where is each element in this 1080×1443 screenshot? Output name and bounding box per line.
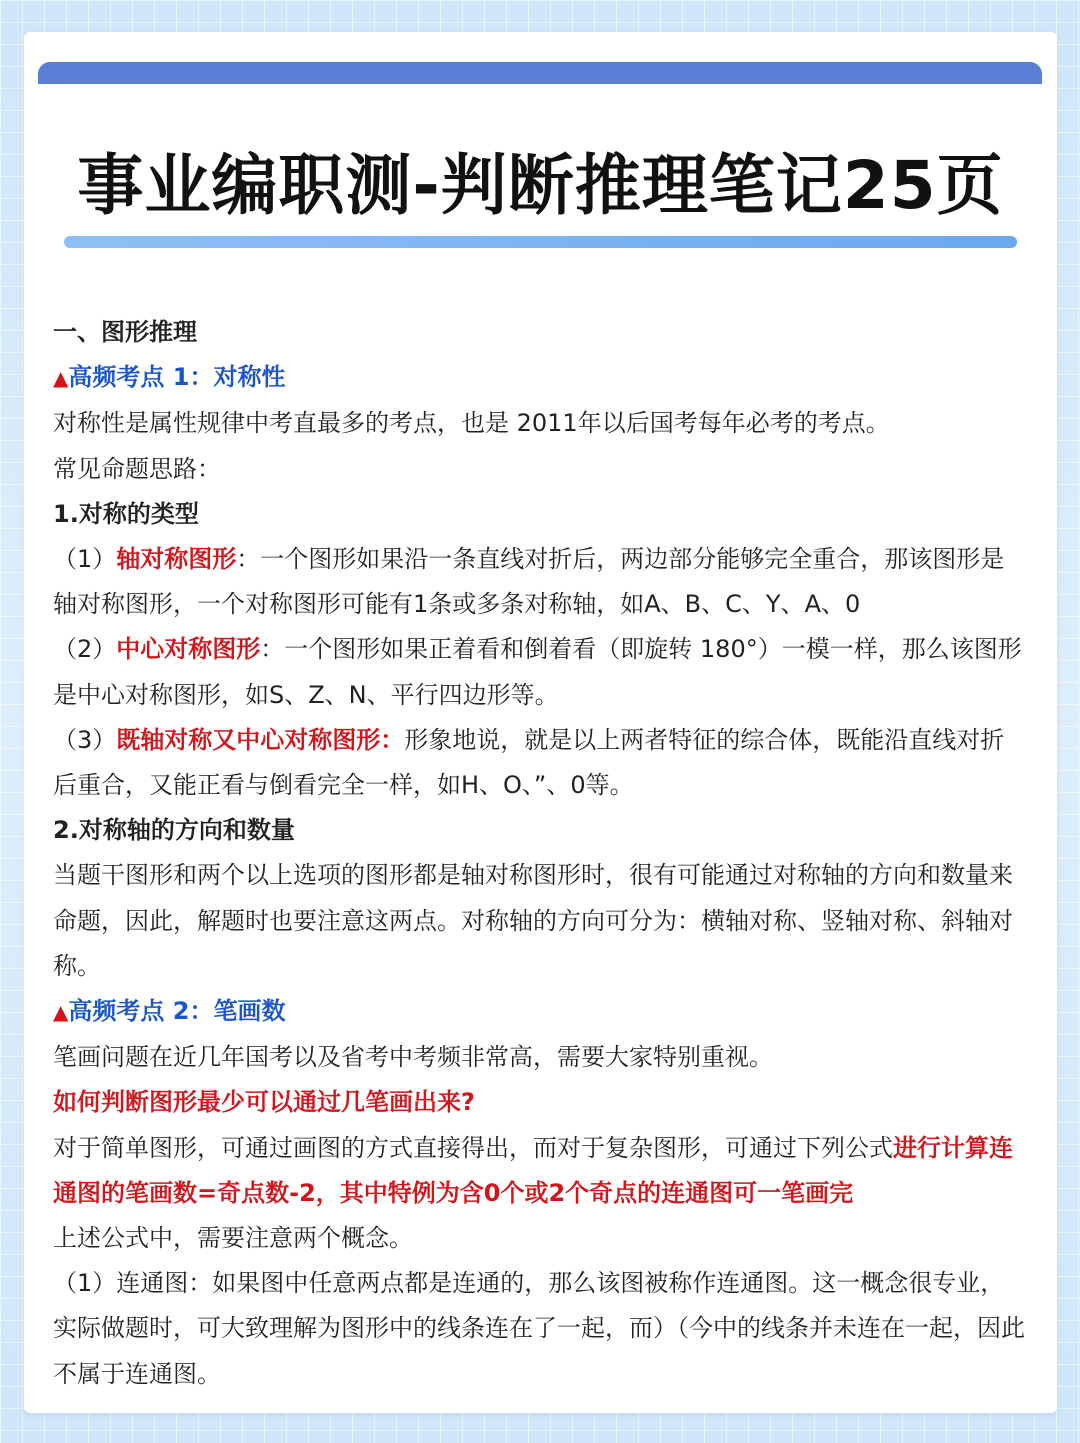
item-text: ：一个图形如果沿一条直线对折后，两边部分能够完全重合，那该图形是轴对称图形，一个对称图形可能有1条或多条对称轴，如A、B、C、Y、A、0 bbox=[53, 545, 1005, 619]
key-point-1 bbox=[53, 355, 1028, 401]
key-point-label: 高频考点 1：对称性 bbox=[68, 363, 286, 392]
paragraph bbox=[53, 1126, 1028, 1216]
item-term: 中心对称图形 bbox=[116, 635, 261, 664]
title-underline bbox=[64, 236, 1017, 248]
paragraph: 对称性是属性规律中考直最多的考点，也是 2011年以后国考每年必考的考点。 bbox=[53, 409, 890, 438]
paragraph: 上述公式中，需要注意两个概念。 bbox=[53, 1224, 413, 1253]
key-point-2 bbox=[53, 989, 1028, 1035]
item-number: （2） bbox=[53, 635, 117, 664]
paragraph: 笔画问题在近几年国考以及省考中考频非常高，需要大家特别重视。 bbox=[53, 1043, 773, 1072]
item-text: ：一个图形如果正着看和倒着看（即旋转 180°）一模一样，那么该图形是中心对称图形，如S、Z、N、平行四边形等。 bbox=[53, 635, 1022, 709]
triangle-icon: ▲ bbox=[53, 1000, 69, 1025]
subheading: 1.对称的类型 bbox=[53, 499, 199, 528]
list-item bbox=[53, 537, 1028, 627]
paragraph: （1）连通图：如果图中任意两点都是连通的，那么该图被称作连通图。这一概念很专业，实际做题时，可大致理解为图形中的线条连在了一起，而）（今中的线条并未连在一起，因此不属于连通图。 bbox=[53, 1269, 1025, 1388]
paragraph-text: 对于简单图形，可通过画图的方式直接得出，而对于复杂图形，可通过下列公式 bbox=[53, 1133, 893, 1162]
item-number: （1） bbox=[53, 545, 117, 574]
formula-highlight: 进行计算连通图的笔画数=奇点数-2，其中特例为含0个或2个奇点的连通图可一笔画完 bbox=[53, 1133, 1013, 1207]
card-top-bar bbox=[38, 62, 1042, 84]
key-point-label: 高频考点 2：笔画数 bbox=[68, 997, 286, 1026]
note-card bbox=[24, 32, 1057, 1413]
item-text: 形象地说，就是以上两者特征的综合体，既能沿直线对折后重合，又能正看与倒看完全一样，如H、O、”、0等。 bbox=[53, 725, 1005, 800]
note-content bbox=[53, 310, 1028, 1397]
item-number: （3） bbox=[53, 725, 117, 754]
paragraph: 当题干图形和两个以上选项的图形都是轴对称图形时，很有可能通过对称轴的方向和数量来命题，因此，解题时也要注意这两点。对称轴的方向可分为：横轴对称、竖轴对称、斜轴对称。 bbox=[53, 861, 1013, 980]
item-term: 既轴对称又中心对称图形： bbox=[116, 725, 405, 754]
item-term: 轴对称图形 bbox=[116, 545, 237, 574]
question-heading: 如何判断图形最少可以通过几笔画出来? bbox=[53, 1088, 475, 1117]
title-wrap bbox=[24, 147, 1057, 224]
section-heading: 一、图形推理 bbox=[53, 318, 197, 346]
triangle-icon: ▲ bbox=[53, 366, 69, 391]
list-item bbox=[53, 627, 1028, 717]
page-title: 事业编职测-判断推理笔记25页 bbox=[77, 147, 1004, 224]
subheading: 2.对称轴的方向和数量 bbox=[53, 816, 295, 845]
paragraph: 常见命题思路： bbox=[53, 454, 221, 483]
list-item bbox=[53, 718, 1028, 808]
